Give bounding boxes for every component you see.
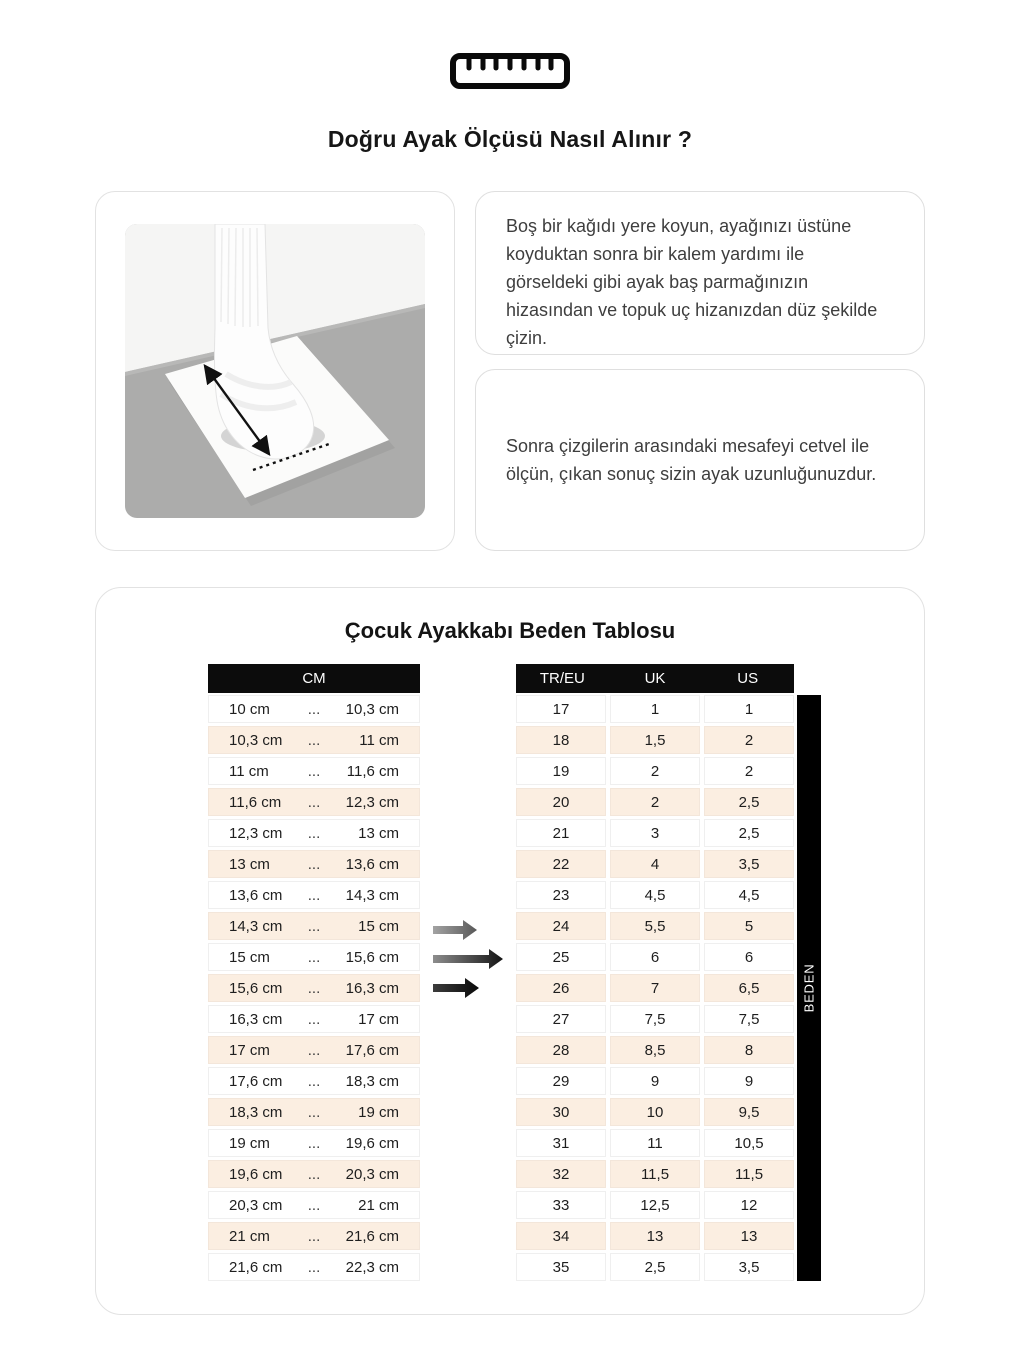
- how-to-section: [95, 191, 925, 551]
- cm-from-value: 18,3 cm: [229, 1103, 283, 1121]
- range-dots: ...: [307, 824, 321, 842]
- size-cell: 2: [704, 757, 794, 785]
- size-cell: 3,5: [704, 850, 794, 878]
- size-row: [516, 1036, 794, 1064]
- size-cell: 20: [516, 788, 606, 816]
- size-row: [516, 943, 794, 971]
- size-cell: 30: [516, 1098, 606, 1126]
- size-cell: 2: [610, 788, 700, 816]
- size-cell: 8,5: [610, 1036, 700, 1064]
- step-2-text: Sonra çizgilerin arasındaki mesafeyi cetvel ile ölçün, çıkan sonuç sizin ayak uzunluğunuzdur.: [506, 436, 877, 484]
- size-cell: 29: [516, 1067, 606, 1095]
- range-dots: ...: [307, 1010, 321, 1028]
- size-cell: 19: [516, 757, 606, 785]
- range-dots: ...: [307, 948, 321, 966]
- range-dots: ...: [307, 979, 321, 997]
- cm-to-value: 21,6 cm: [345, 1227, 399, 1245]
- size-table-card: [95, 587, 925, 1315]
- cm-to-value: 19,6 cm: [345, 1134, 399, 1152]
- beden-label: BEDEN: [801, 963, 817, 1013]
- cm-range-row: [208, 1067, 420, 1095]
- cm-from-value: 13,6 cm: [229, 886, 283, 904]
- cm-to-value: 16,3 cm: [345, 979, 399, 997]
- cm-table-rows: [208, 695, 420, 1281]
- size-cell: 32: [516, 1160, 606, 1188]
- size-cell: 10,5: [704, 1129, 794, 1157]
- cm-range-row: [208, 1098, 420, 1126]
- size-cell: 12: [704, 1191, 794, 1219]
- range-dots: ...: [307, 1041, 321, 1059]
- size-row: [516, 1129, 794, 1157]
- size-table-title: Çocuk Ayakkabı Beden Tablosu: [344, 618, 676, 643]
- cm-range-row: [208, 757, 420, 785]
- size-cell: 22: [516, 850, 606, 878]
- cm-range-row: [208, 1160, 420, 1188]
- cm-range-row: [208, 850, 420, 878]
- cm-to-value: 15,6 cm: [345, 948, 399, 966]
- foot-measure-illustration: [125, 224, 425, 518]
- size-cell: 2: [610, 757, 700, 785]
- range-dots: ...: [307, 886, 321, 904]
- col-header-us: US: [737, 670, 759, 687]
- size-cell: 17: [516, 695, 606, 723]
- step-1-text: Boş bir kağıdı yere koyun, ayağınızı üstüne koyduktan sonra bir kalem yardımı ile görseldeki gibi ayak baş parmağınızın hizasından ve topuk uç hizanızdan düz şekilde çizin.: [506, 216, 878, 348]
- size-row: [516, 1067, 794, 1095]
- size-cell: 11: [610, 1129, 700, 1157]
- col-header-tr-eu: TR/EU: [539, 670, 585, 687]
- size-cell: 21: [516, 819, 606, 847]
- size-cell: 2,5: [704, 819, 794, 847]
- size-cell: 4,5: [704, 881, 794, 909]
- size-row: [516, 881, 794, 909]
- size-row: [516, 1191, 794, 1219]
- ruler-icon: [449, 52, 571, 90]
- size-row: [516, 757, 794, 785]
- range-dots: ...: [307, 1258, 321, 1276]
- col-header-uk: UK: [644, 670, 666, 687]
- size-cell: 5: [704, 912, 794, 940]
- size-row: [516, 1222, 794, 1250]
- range-dots: ...: [307, 1134, 321, 1152]
- cm-from-value: 17 cm: [229, 1041, 270, 1059]
- range-dots: ...: [307, 793, 321, 811]
- size-cell: 25: [516, 943, 606, 971]
- size-row: [516, 1098, 794, 1126]
- size-cell: 23: [516, 881, 606, 909]
- size-row: [516, 850, 794, 878]
- size-cell: 33: [516, 1191, 606, 1219]
- cm-to-value: 13,6 cm: [345, 855, 399, 873]
- cm-from-value: 10 cm: [229, 700, 270, 718]
- size-cell: 18: [516, 726, 606, 754]
- size-cell: 31: [516, 1129, 606, 1157]
- size-cell: 11,5: [704, 1160, 794, 1188]
- cm-from-value: 13 cm: [229, 855, 270, 873]
- size-row: [516, 1160, 794, 1188]
- size-cell: 9: [704, 1067, 794, 1095]
- cm-range-row: [208, 881, 420, 909]
- cm-range-row: [208, 1005, 420, 1033]
- size-cell: 13: [704, 1222, 794, 1250]
- cm-from-value: 12,3 cm: [229, 824, 283, 842]
- size-cell: 7,5: [704, 1005, 794, 1033]
- size-table-header-row: [516, 664, 794, 693]
- range-dots: ...: [307, 1103, 321, 1121]
- size-cell: 6,5: [704, 974, 794, 1002]
- cm-range-row: [208, 1036, 420, 1064]
- cm-to-value: 17,6 cm: [345, 1041, 399, 1059]
- cm-to-value: 20,3 cm: [345, 1165, 399, 1183]
- cm-to-value: 13 cm: [358, 824, 399, 842]
- range-dots: ...: [307, 731, 321, 749]
- cm-from-value: 11 cm: [229, 762, 269, 780]
- size-row: [516, 819, 794, 847]
- cm-range-row: [208, 819, 420, 847]
- cm-range-row: [208, 1222, 420, 1250]
- cm-from-value: 19,6 cm: [229, 1165, 283, 1183]
- range-dots: ...: [307, 1072, 321, 1090]
- cm-to-value: 21 cm: [358, 1196, 399, 1214]
- cm-to-value: 22,3 cm: [345, 1258, 399, 1276]
- range-dots: ...: [307, 855, 321, 873]
- size-tables: [96, 664, 924, 1284]
- size-cell: 4: [610, 850, 700, 878]
- size-row: [516, 1253, 794, 1281]
- cm-to-value: 11,6 cm: [346, 762, 399, 780]
- size-cell: 28: [516, 1036, 606, 1064]
- size-cell: 1: [704, 695, 794, 723]
- cm-range-row: [208, 1191, 420, 1219]
- page-title: Doğru Ayak Ölçüsü Nasıl Alınır ?: [327, 126, 693, 152]
- hero-header: [0, 52, 1020, 153]
- size-cell: 35: [516, 1253, 606, 1281]
- cm-from-value: 11,6 cm: [229, 793, 282, 811]
- size-cell: 11,5: [610, 1160, 700, 1188]
- cm-to-value: 18,3 cm: [345, 1072, 399, 1090]
- cm-range-row: [208, 974, 420, 1002]
- instruction-step-1: [475, 191, 925, 355]
- cm-to-value: 15 cm: [358, 917, 399, 935]
- range-dots: ...: [307, 700, 321, 718]
- cm-range-row: [208, 788, 420, 816]
- size-cell: 9,5: [704, 1098, 794, 1126]
- size-cell: 8: [704, 1036, 794, 1064]
- foot-measure-photo-card: [95, 191, 455, 551]
- size-cell: 10: [610, 1098, 700, 1126]
- cm-to-value: 11 cm: [359, 731, 399, 749]
- size-cell: 26: [516, 974, 606, 1002]
- cm-range-row: [208, 943, 420, 971]
- size-cell: 1: [610, 695, 700, 723]
- size-cell: 27: [516, 1005, 606, 1033]
- arrows-spacer: [420, 664, 516, 1284]
- cm-from-value: 17,6 cm: [229, 1072, 283, 1090]
- size-row: [516, 1005, 794, 1033]
- instruction-step-2: [475, 369, 925, 551]
- cm-from-value: 21,6 cm: [229, 1258, 283, 1276]
- cm-from-value: 21 cm: [229, 1227, 270, 1245]
- range-dots: ...: [307, 1227, 321, 1245]
- cm-range-row: [208, 912, 420, 940]
- size-row: [516, 974, 794, 1002]
- cm-range-row: [208, 695, 420, 723]
- size-cell: 4,5: [610, 881, 700, 909]
- range-dots: ...: [307, 1165, 321, 1183]
- size-row: [516, 695, 794, 723]
- cm-to-value: 10,3 cm: [345, 700, 399, 718]
- cm-to-value: 14,3 cm: [345, 886, 399, 904]
- range-dots: ...: [307, 762, 321, 780]
- cm-from-value: 15,6 cm: [229, 979, 283, 997]
- size-cell: 13: [610, 1222, 700, 1250]
- cm-to-value: 12,3 cm: [345, 793, 399, 811]
- size-cell: 9: [610, 1067, 700, 1095]
- size-table-rows: [516, 695, 794, 1281]
- transfer-arrows-icon: [433, 920, 503, 998]
- size-conversion-table: [516, 664, 794, 1284]
- cm-range-row: [208, 1253, 420, 1281]
- size-cell: 1,5: [610, 726, 700, 754]
- size-cell: 12,5: [610, 1191, 700, 1219]
- cm-from-value: 10,3 cm: [229, 731, 283, 749]
- beden-side-bar: [797, 695, 821, 1281]
- cm-range-row: [208, 1129, 420, 1157]
- cm-from-value: 20,3 cm: [229, 1196, 283, 1214]
- range-dots: ...: [307, 1196, 321, 1214]
- cm-from-value: 19 cm: [229, 1134, 270, 1152]
- size-row: [516, 912, 794, 940]
- size-cell: 2: [704, 726, 794, 754]
- size-cell: 3: [610, 819, 700, 847]
- size-cell: 5,5: [610, 912, 700, 940]
- instruction-steps: [475, 191, 925, 551]
- size-cell: 34: [516, 1222, 606, 1250]
- range-dots: ...: [307, 917, 321, 935]
- cm-from-value: 14,3 cm: [229, 917, 283, 935]
- cm-from-value: 15 cm: [229, 948, 270, 966]
- cm-table: [208, 664, 420, 1284]
- size-row: [516, 726, 794, 754]
- cm-to-value: 17 cm: [358, 1010, 399, 1028]
- size-row: [516, 788, 794, 816]
- size-cell: 6: [610, 943, 700, 971]
- foot-measure-photo: [125, 224, 425, 518]
- cm-range-row: [208, 726, 420, 754]
- cm-to-value: 19 cm: [358, 1103, 399, 1121]
- size-cell: 7: [610, 974, 700, 1002]
- cm-from-value: 16,3 cm: [229, 1010, 283, 1028]
- cm-table-header: CM: [208, 664, 420, 693]
- size-cell: 3,5: [704, 1253, 794, 1281]
- size-cell: 24: [516, 912, 606, 940]
- size-cell: 6: [704, 943, 794, 971]
- size-cell: 7,5: [610, 1005, 700, 1033]
- size-cell: 2,5: [610, 1253, 700, 1281]
- size-cell: 2,5: [704, 788, 794, 816]
